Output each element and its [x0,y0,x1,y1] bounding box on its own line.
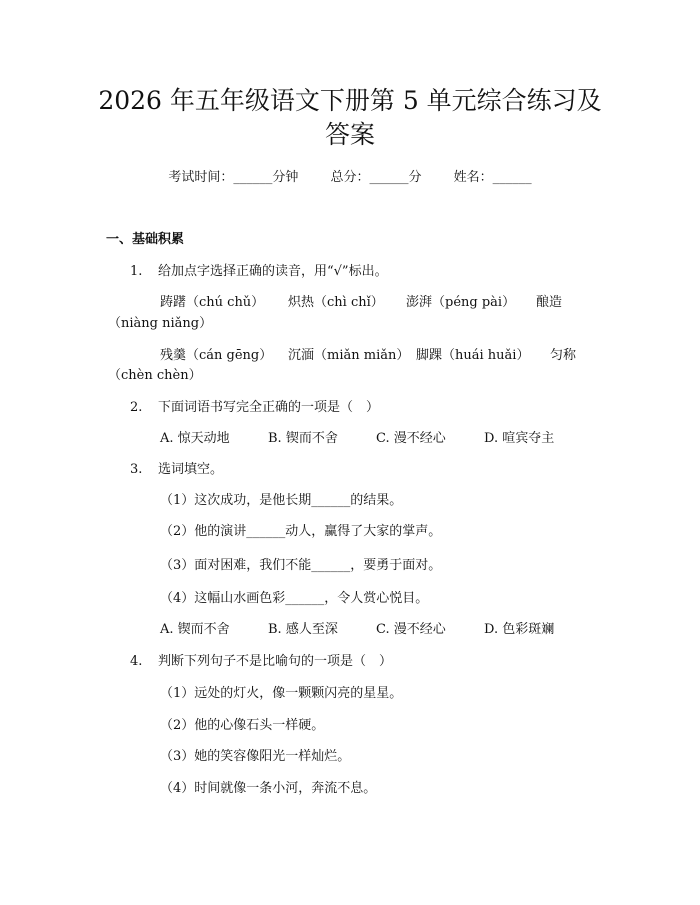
option-b: B. 锲而不舍 [268,431,338,446]
pinyin-item: 酿造 [536,295,563,310]
option-a: A. 惊天动地 [160,431,230,446]
sentence-item-2: （2）他的心像石头一样硬。 [160,718,325,733]
question-number: 2. [130,400,143,415]
title-line-1: 2026 年五年级语文下册第 5 单元综合练习及 [98,86,602,115]
question-text: 判断下列句子不是比喻句的一项是（ ） [158,654,393,669]
pinyin-row-1-cont: （niàng niǎng） [108,316,213,331]
fill-item-1: （1）这次成功，是他长期______的结果。 [160,493,403,508]
option-c: C. 漫不经心 [376,431,446,446]
question-4 [130,652,392,672]
student-name: 姓名：______ [453,170,532,185]
question-3 [130,460,223,480]
pinyin-item: 炽热（chì chǐ） [288,295,384,310]
question-text: 给加点字选择正确的读音，用“√”标出。 [158,264,388,279]
question-2 [130,398,379,418]
option-d: D. 色彩斑斓 [484,622,555,637]
question-number: 1. [130,264,143,279]
pinyin-item: 沉湎（miǎn miǎn） [288,348,410,363]
pinyin-item: 匀称 [550,348,577,363]
pinyin-item: 脚踝（huái huǎi） [416,348,530,363]
pinyin-row-1 [160,293,562,313]
fill-item-3: （3）面对困难，我们不能______，要勇于面对。 [160,558,442,573]
sentence-item-4: （4）时间就像一条小河，奔流不息。 [160,781,377,796]
question-3-options [160,620,592,640]
pinyin-item: 澎湃（péng pài） [406,295,516,310]
exam-meta [0,168,700,188]
question-number: 3. [130,462,143,477]
sentence-item-1: （1）远处的灯火，像一颗颗闪亮的星星。 [160,686,403,701]
question-text: 下面词语书写完全正确的一项是（ ） [158,400,380,415]
title-line-2: 答案 [324,120,375,149]
pinyin-row-2 [160,346,576,366]
document-title [60,84,640,152]
option-a: A. 锲而不舍 [160,622,230,637]
question-number: 4. [130,654,143,669]
exam-score: 总分：______分 [330,170,422,185]
question-2-options [160,429,592,449]
fill-item-2: （2）他的演讲______动人，赢得了大家的掌声。 [160,524,442,539]
pinyin-row-2-cont: （chèn chèn） [108,368,202,383]
option-d: D. 喧宾夺主 [484,431,555,446]
option-b: B. 感人至深 [268,622,338,637]
section-heading: 一、基础积累 [106,232,185,247]
sentence-item-3: （3）她的笑容像阳光一样灿烂。 [160,749,351,764]
fill-item-4: （4）这幅山水画色彩______，令人赏心悦目。 [160,591,429,606]
option-c: C. 漫不经心 [376,622,446,637]
question-1 [130,262,388,282]
pinyin-item: 踌躇（chú chǔ） [160,295,265,310]
pinyin-item: 残羹（cán gēng） [160,348,273,363]
question-text: 选词填空。 [158,462,224,477]
exam-time: 考试时间：______分钟 [168,170,299,185]
